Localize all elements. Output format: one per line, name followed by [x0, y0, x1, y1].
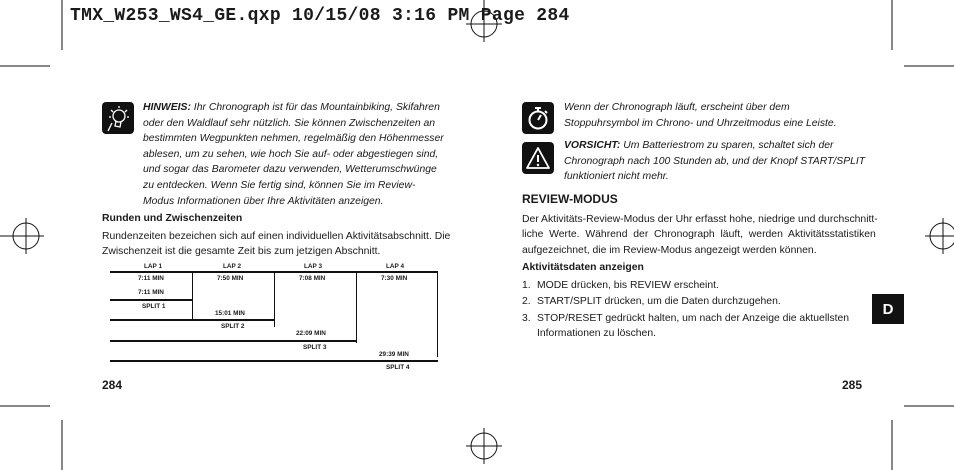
list-item: [522, 278, 872, 293]
lap-time: 7:08 MIN: [299, 275, 326, 282]
subheading-aktivitaet: Aktivitätsdaten anzeigen: [522, 262, 644, 273]
page-number-left: 284: [102, 378, 123, 392]
step-text: Informationen zu löschen.: [537, 328, 656, 340]
split-bar: [110, 319, 274, 321]
stopwatch-note: [564, 100, 884, 131]
subheading-runden: Runden und Zwischenzeiten: [102, 213, 243, 224]
step-number: 1.: [522, 280, 531, 291]
lap-label: LAP 3: [304, 263, 322, 270]
note-hinweis: [143, 100, 453, 209]
note-line: ablesen, um zu sehen, wie hoch Sie auf- oder abgestiegen sind,: [143, 148, 439, 160]
split-time: 7:11 MIN: [138, 289, 164, 296]
lap-label: LAP 2: [223, 263, 241, 270]
split-label: SPLIT 2: [221, 323, 245, 330]
step-text: MODE drücken, bis REVIEW erscheint.: [537, 280, 719, 291]
lightbulb-icon: [102, 102, 134, 134]
list-item: [522, 294, 872, 309]
lap-divider: [192, 271, 193, 321]
split-label: SPLIT 3: [303, 344, 327, 351]
note-line: Stoppuhrsymbol im Chrono- und Uhrzeitmodus eine Leiste.: [564, 117, 837, 129]
paragraph-line: aufgezeichnet, die im Review-Modus angezeigt werden können.: [522, 244, 817, 256]
paragraph-line: Zwischenzeit ist die gesamte Zeit bis zum jetzigen Abschnitt.: [102, 246, 381, 258]
lap-divider: [356, 271, 357, 343]
note-line: bestimmten Wegpunkten nehmen, regelmäßig den Höhenmesser: [143, 133, 444, 145]
lap-time: 7:11 MIN: [138, 275, 164, 282]
paragraph-line: Der Aktivitäts-Review-Modus der Uhr erfasst hohe, niedrige und durchschnitt-: [522, 214, 878, 225]
warning-icon: [522, 142, 554, 174]
split-time: 29:39 MIN: [379, 351, 409, 358]
vorsicht-first-line: Um Batteriestrom zu sparen, schaltet sich der: [620, 140, 834, 151]
step-number: 2.: [522, 296, 531, 308]
lap-time: 7:30 MIN: [381, 275, 408, 282]
stopwatch-icon: [522, 102, 554, 134]
section-heading: REVIEW-MODUS: [522, 192, 618, 206]
note-line: funktioniert nicht mehr.: [564, 171, 669, 183]
note-line: zu entdecken. Wenn Sie fertig sind, können Sie im Review-: [143, 179, 416, 191]
step-number: 3.: [522, 312, 531, 324]
paragraph-line: Rundenzeiten bezeichen sich auf einen individuellen Aktivitätsabschnitt. Die: [102, 231, 451, 242]
page-number-right: 285: [842, 378, 863, 392]
paragraph-line: liche Werte. Während der Chronograph läuft, werden Aktivitätsstatistiken: [522, 229, 876, 241]
split-label: SPLIT 4: [386, 364, 410, 371]
lap-divider: [274, 271, 275, 327]
note-first-line: Ihr Chronograph ist für das Mountainbiking, Skifahren: [190, 102, 440, 113]
split-label: SPLIT 1: [142, 303, 166, 310]
note-line: Chronograph nach 100 Stunden ab, und der Knopf START/SPLIT: [564, 155, 866, 167]
step-text: START/SPLIT drücken, um die Daten durchzugehen.: [537, 296, 781, 308]
lap-divider: [437, 271, 438, 357]
lap-label: LAP 4: [386, 263, 404, 270]
note-label: HINWEIS:: [143, 102, 191, 113]
lap-time: 7:50 MIN: [217, 275, 244, 282]
split-time: 15:01 MIN: [215, 310, 245, 317]
steps-list: [522, 278, 872, 342]
split-bar: [110, 360, 438, 362]
split-bar: [110, 299, 192, 301]
lap-label: LAP 1: [144, 263, 162, 270]
note-line: und sogar das Barometer dazu verwenden, Wetterumschwünge: [143, 164, 437, 176]
file-slug: TMX_W253_WS4_GE.qxp 10/15/08 3:16 PM Page 284: [70, 6, 570, 26]
note-line: Wenn der Chronograph läuft, erscheint über dem: [564, 102, 790, 113]
note-line: oder den Waldlauf sehr nützlich. Sie können Zwischenzeiten an: [143, 117, 436, 129]
section-tab: D: [872, 294, 904, 324]
vorsicht-label: VORSICHT:: [564, 140, 621, 151]
note-line: Modus Informationen über Ihre Aktivitäten anzeigen.: [143, 195, 384, 207]
paragraph-review: [522, 212, 878, 258]
vorsicht-note: [564, 138, 884, 185]
list-item: [522, 311, 872, 342]
split-bar: [110, 340, 356, 342]
paragraph-runden: [102, 229, 462, 260]
split-time: 22:09 MIN: [296, 330, 326, 337]
step-text: STOP/RESET gedrückt halten, um nach der Anzeige die aktuellsten: [537, 312, 850, 324]
